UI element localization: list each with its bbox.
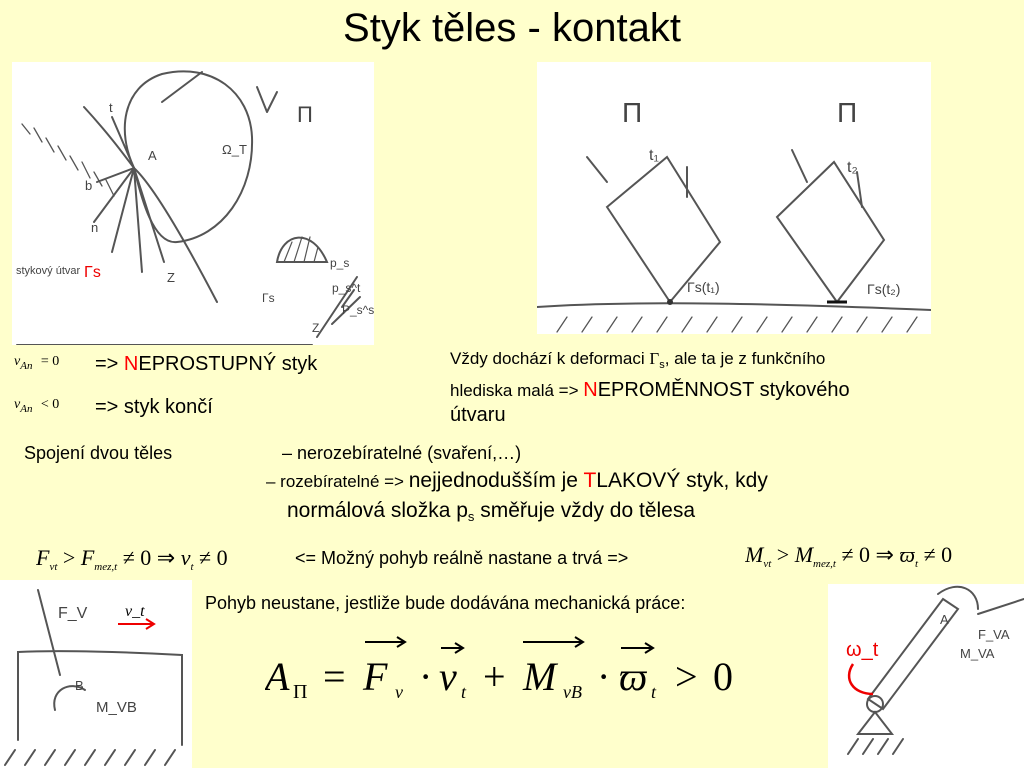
condition-end <box>14 395 59 415</box>
label-n: n <box>91 220 99 235</box>
deform-l1b: , ale ta je z funkčního <box>664 349 826 368</box>
deformation-paragraph <box>450 346 850 428</box>
sketch-deformation-svg <box>537 62 931 334</box>
deform-gamma-sub: s <box>659 359 665 371</box>
label-t1: t₁ <box>649 147 659 164</box>
joint-opt2-big: nejjednodušším je <box>408 469 584 492</box>
sketch-lever-svg <box>828 584 1024 768</box>
formula-v: v <box>439 654 457 699</box>
deform-gamma: Γ <box>649 349 660 368</box>
formula-moment-text: $M_{vt} > M_{mez,t} \ne 0$ ⇒ $ϖ_t \ne 0$ <box>745 542 953 570</box>
deform-line-2 <box>450 378 850 403</box>
support-triangle <box>858 712 892 734</box>
formula-dot2: · <box>597 654 611 699</box>
load-arrow-1 <box>162 72 202 102</box>
sketch-block-svg <box>0 580 192 768</box>
cond1-arrow: => <box>95 353 124 375</box>
formula-m: M <box>523 654 557 699</box>
formula-plus: + <box>483 654 506 699</box>
joint-l3a: normálová složka p <box>287 499 468 522</box>
contact-point-1 <box>667 299 673 305</box>
condition-impermeable <box>14 352 59 372</box>
arrow-1a <box>587 157 607 182</box>
label-ps-s: P_s^s <box>342 303 374 317</box>
deform-l2a: hlediska malá => <box>450 381 584 400</box>
label-b: b <box>85 178 93 193</box>
joint-line3 <box>287 499 695 529</box>
formula-force-svg <box>36 541 286 575</box>
cond1-text <box>95 352 317 376</box>
ground-line <box>537 303 931 310</box>
motion-left-formula <box>36 541 286 581</box>
label-pi: Π <box>297 102 313 127</box>
cond2-text: => styk končí <box>95 396 213 418</box>
line-a <box>112 168 164 272</box>
label-ps-t: p_s^t <box>332 281 361 295</box>
arrow-2a <box>792 150 807 182</box>
work-statement: Pohyb neustane, jestliže bude dodávána mechanická práce: <box>205 593 686 613</box>
label-pi-2: Π <box>837 97 858 128</box>
cond1-v: v <box>14 354 21 369</box>
cond2-rel: < 0 <box>40 397 60 412</box>
formula-v-sub: t <box>461 682 467 702</box>
omega-arc-icon <box>849 664 873 694</box>
cond2-sub: An <box>20 403 33 415</box>
vector-arrows <box>365 637 653 653</box>
label-b: B <box>75 678 84 693</box>
sketch-contact-bodies <box>12 62 374 345</box>
label-z2: Z <box>312 321 320 335</box>
motion-middle: <= Možný pohyb reálně nastane a trvá => <box>295 548 629 568</box>
label-stykovy: stykový útvar <box>16 265 81 277</box>
label-gamma-s: Γs <box>84 264 101 281</box>
label-ps: p_s <box>330 256 350 270</box>
joint-opt1: – nerozebíratelné (svaření,…) <box>282 443 522 463</box>
formula-dot1: · <box>419 654 433 699</box>
cond1-sub: An <box>20 360 33 372</box>
body-z-outline <box>84 107 217 302</box>
cond1-rest: EPROSTUPNÝ styk <box>138 353 318 375</box>
joint-l3b: směřuje vždy do tělesa <box>474 499 696 522</box>
label-fv: F_V <box>58 605 88 622</box>
formula-m-sub: vB <box>563 682 582 702</box>
formula-w-sub: t <box>651 682 657 702</box>
label-gamma-s2: Γs <box>262 291 275 305</box>
velocity-arrow-icon <box>118 619 154 629</box>
sketch-block <box>0 580 192 768</box>
formula-gt: > <box>675 654 698 699</box>
deform-line-3: útvaru <box>450 404 506 426</box>
label-fva: F_VA <box>978 627 1010 642</box>
cond1-rel: = 0 <box>40 354 60 369</box>
formula-eq: = <box>323 654 346 699</box>
formula-force-text: $F_{vt} > F_{mez,t} \ne 0$ ⇒ $v_t \ne 0$ <box>36 545 228 573</box>
label-vt: v_t <box>125 603 145 620</box>
joint-opt2-small: – rozebíratelné => <box>266 472 409 491</box>
label-gs-t2: Γs(t₂) <box>867 281 901 297</box>
slide-title: Styk těles - kontakt <box>343 6 681 50</box>
ground-hatch <box>557 317 917 332</box>
label-gs-t1: Γs(t₁) <box>687 279 720 295</box>
work-formula <box>265 628 765 713</box>
joint-opt2-rest: LAKOVÝ styk, kdy <box>596 469 768 492</box>
joint-opt2 <box>266 469 768 494</box>
deform-line-1 <box>450 346 850 378</box>
work-formula-svg <box>265 628 765 708</box>
cond1-n: N <box>123 353 139 375</box>
sketch-contact-svg <box>12 62 374 345</box>
joint-l3-sub: s <box>467 509 475 524</box>
motion-right-formula <box>745 538 1010 577</box>
force-fv-arrow <box>38 590 60 675</box>
formula-f: F <box>363 654 388 699</box>
deform-l2n: N <box>583 379 598 401</box>
label-mvb: M_VB <box>96 699 137 716</box>
formula-moment-svg <box>745 538 1010 572</box>
label-omega: ω_t <box>846 639 879 661</box>
floor-hatch <box>5 750 175 765</box>
joint-opt2-t: T <box>583 469 597 492</box>
label-t2: t₂ <box>847 159 858 176</box>
sketch-lever <box>828 584 1024 768</box>
formula-f-sub: v <box>395 682 403 702</box>
formula-a: A <box>265 654 290 699</box>
hatch-lines <box>22 124 114 196</box>
label-t: t <box>109 100 113 115</box>
cond2-v: v <box>14 397 21 412</box>
deform-l1a: Vždy dochází k deformaci <box>450 349 650 368</box>
formula-a-sub: Π <box>293 681 308 703</box>
formula-zero: 0 <box>713 654 733 699</box>
label-mva: M_VA <box>960 646 995 661</box>
sketch-deformation <box>537 62 931 334</box>
label-omega-t: Ω_T <box>222 142 247 157</box>
label-pi-1: Π <box>622 97 643 128</box>
label-a: A <box>148 148 157 163</box>
formula-w: ϖ <box>619 654 648 699</box>
label-a: A <box>940 612 949 627</box>
support-hatch <box>848 739 903 754</box>
joint-heading: Spojení dvou těles <box>24 443 173 463</box>
pressure-dome <box>277 238 327 262</box>
label-z: Z <box>167 270 175 285</box>
moment-mva-arc <box>938 587 978 609</box>
deform-l2rest: EPROMĚNNOST stykového <box>597 379 850 401</box>
force-fva-arrow <box>978 599 1024 614</box>
load-arrow-2 <box>257 87 277 112</box>
